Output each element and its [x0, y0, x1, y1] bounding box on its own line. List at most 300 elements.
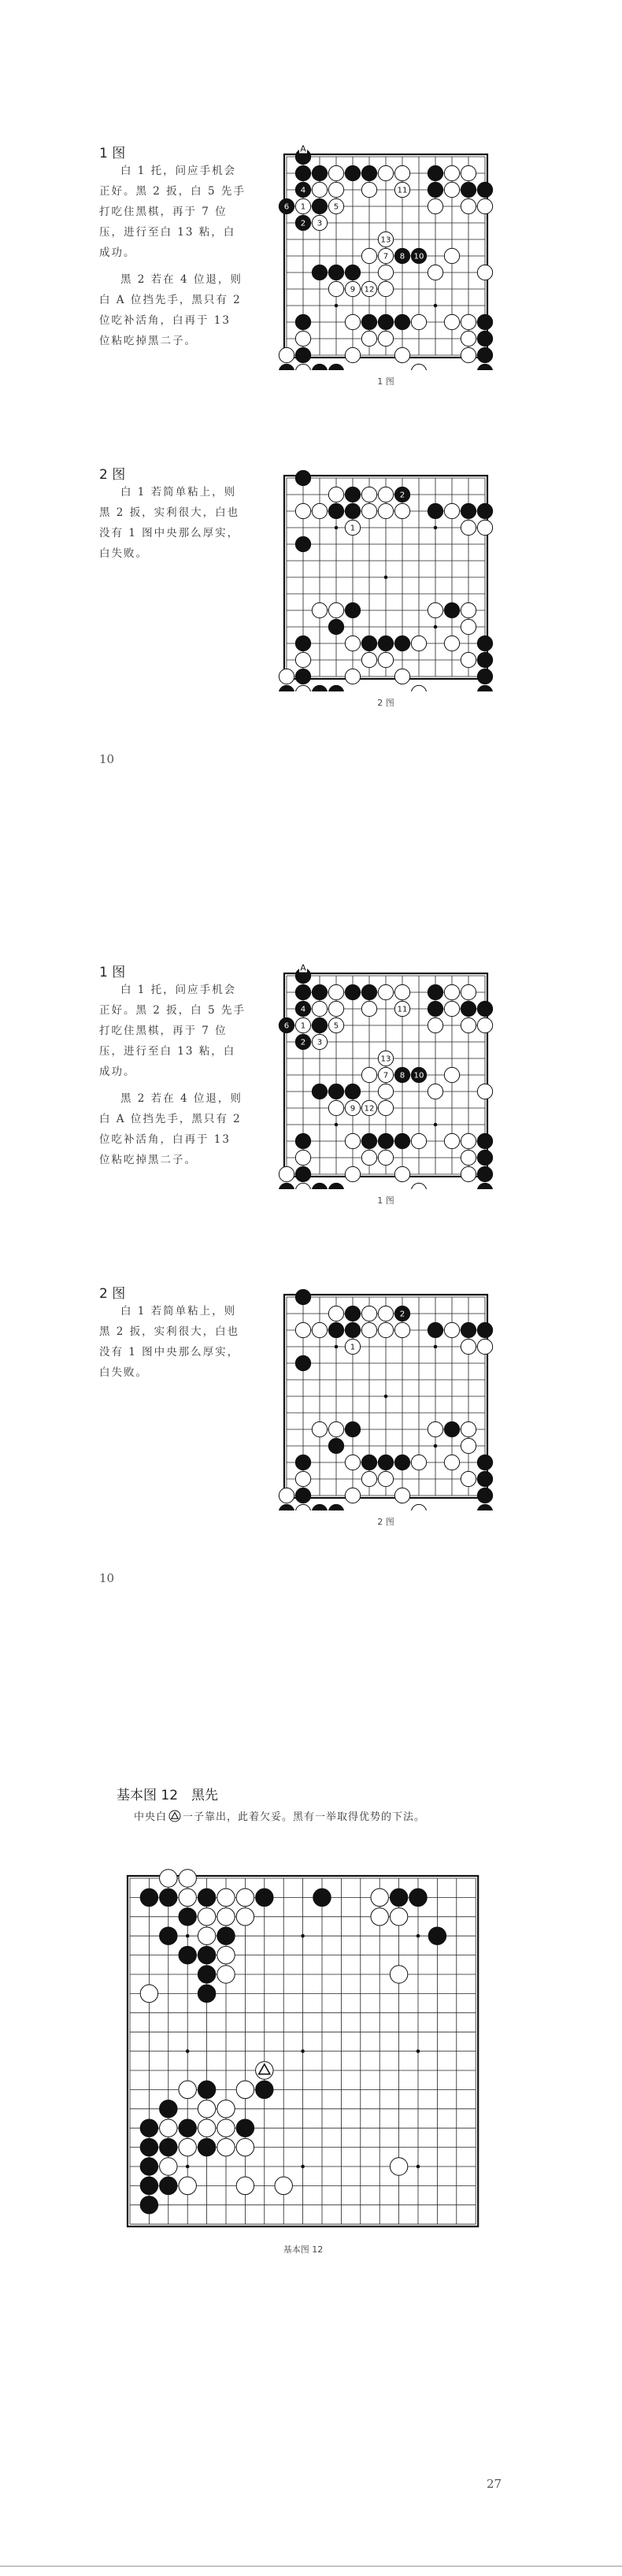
black-stone	[312, 1504, 327, 1510]
white-stone	[295, 1471, 310, 1486]
white-stone	[345, 1133, 360, 1148]
move-number: 12	[364, 1104, 375, 1114]
white-stone	[279, 669, 294, 684]
white-stone	[312, 1421, 327, 1436]
black-stone	[394, 1455, 409, 1470]
black-stone	[198, 1985, 215, 2002]
star-point	[417, 1934, 420, 1938]
white-stone	[378, 1306, 393, 1321]
move-number: 7	[383, 252, 389, 261]
white-stone	[328, 281, 343, 296]
black-stone	[140, 2119, 157, 2137]
white-stone	[328, 182, 343, 197]
page-number: 10	[99, 752, 115, 766]
fig1-text	[99, 980, 246, 1177]
white-stone	[160, 2119, 177, 2137]
move-number: 1	[350, 524, 356, 533]
white-stone	[312, 503, 327, 518]
white-stone	[428, 198, 442, 213]
white-stone	[198, 2119, 215, 2137]
fig2-paragraph: 白 1 若简单粘上，则黑 2 扳，实利很大，白也没有 1 图中央那么厚实，白失败。	[99, 1305, 240, 1379]
fig1-text	[99, 161, 246, 358]
black-stone	[409, 1888, 427, 1906]
black-stone	[428, 503, 442, 518]
move-number: 1	[300, 1021, 306, 1031]
white-stone	[390, 1966, 407, 1983]
black-stone	[345, 602, 360, 617]
black-stone	[477, 1133, 492, 1148]
white-stone	[394, 984, 409, 999]
black-stone	[279, 685, 294, 691]
black-stone	[313, 1888, 331, 1906]
white-stone	[477, 198, 492, 213]
white-stone	[411, 314, 426, 329]
white-stone	[361, 1001, 376, 1016]
black-stone	[345, 1421, 360, 1436]
black-stone	[390, 1888, 407, 1906]
white-stone	[179, 2081, 196, 2098]
black-stone	[477, 1455, 492, 1470]
black-stone	[328, 1183, 343, 1189]
white-stone	[279, 347, 294, 362]
move-number: 3	[317, 219, 323, 228]
move-number: 8	[399, 252, 405, 261]
move-number: 5	[333, 1021, 339, 1031]
white-stone	[444, 248, 459, 263]
black-stone	[295, 1133, 310, 1148]
black-stone	[256, 2081, 273, 2098]
move-number: 11	[397, 186, 408, 195]
white-stone	[378, 652, 393, 667]
desc-suffix: 一子靠出，此着欠妥。黑有一举取得优势的下法。	[183, 1811, 426, 1823]
page-number: 10	[99, 1571, 115, 1585]
black-stone	[312, 165, 327, 180]
white-stone	[378, 281, 393, 296]
black-stone	[279, 1183, 294, 1189]
white-stone	[345, 636, 360, 650]
move-number: 12	[364, 285, 375, 295]
black-stone	[312, 1084, 327, 1099]
white-stone	[390, 2158, 407, 2175]
star-point	[301, 2049, 305, 2053]
white-stone	[279, 1488, 294, 1503]
white-stone	[444, 1455, 459, 1470]
black-stone	[477, 1001, 492, 1016]
black-stone	[477, 1150, 492, 1165]
move-number: 2	[399, 1310, 405, 1319]
star-point	[384, 1395, 388, 1399]
white-stone	[198, 1908, 215, 1926]
fig2-heading: 2 图	[99, 467, 126, 483]
black-stone	[140, 2138, 157, 2155]
black-stone	[312, 984, 327, 999]
white-stone	[140, 1985, 157, 2002]
black-stone	[361, 165, 376, 180]
black-stone	[198, 2081, 215, 2098]
basic12-title: 基本图 12 黑先	[117, 1788, 219, 1803]
white-stone	[236, 1908, 254, 1926]
black-stone	[295, 636, 310, 650]
fig1-heading: 1 图	[99, 965, 126, 980]
star-point	[434, 625, 438, 629]
white-stone	[295, 1504, 310, 1510]
basic12-description	[134, 1808, 425, 1823]
white-stone	[461, 165, 476, 180]
black-stone	[295, 1488, 310, 1503]
white-stone	[461, 1438, 476, 1453]
white-stone	[295, 1322, 310, 1337]
page-number: 27	[487, 2477, 502, 2491]
white-stone	[394, 669, 409, 684]
white-stone	[461, 652, 476, 667]
white-stone	[198, 2100, 215, 2118]
star-point	[186, 1934, 190, 1938]
white-stone	[217, 1888, 235, 1906]
fig1-paragraph-2: 黑 2 若在 4 位退，则白 A 位挡先手，黑只有 2 位吃补活角，白再于 13 位粘吃掉黑二子。	[99, 273, 243, 347]
star-point	[335, 1345, 339, 1349]
fig2-caption: 2 图	[377, 1517, 394, 1527]
white-stone	[378, 331, 393, 346]
move-number: 13	[380, 1054, 391, 1064]
basic12-caption: 基本图 12	[283, 2244, 324, 2255]
black-stone	[295, 165, 310, 180]
move-number: 2	[300, 1038, 306, 1047]
move-number: 4	[300, 186, 306, 195]
fig1-heading: 1 图	[99, 146, 126, 161]
white-stone	[411, 1455, 426, 1470]
white-stone	[444, 984, 459, 999]
move-number: 6	[283, 1021, 290, 1031]
black-stone	[461, 182, 476, 197]
black-stone	[256, 1888, 273, 1906]
black-stone	[295, 984, 310, 999]
white-stone	[428, 602, 442, 617]
black-stone	[328, 619, 343, 634]
white-stone	[444, 182, 459, 197]
white-triangle-stone-icon	[168, 1810, 181, 1822]
black-stone	[328, 1322, 343, 1337]
black-stone	[140, 2177, 157, 2194]
white-stone	[378, 487, 393, 502]
black-stone	[394, 1133, 409, 1148]
move-number: 7	[383, 1071, 389, 1080]
white-stone	[361, 1150, 376, 1165]
black-stone	[312, 1183, 327, 1189]
white-stone	[461, 619, 476, 634]
white-stone	[378, 1084, 393, 1099]
black-stone	[477, 652, 492, 667]
black-stone	[198, 1888, 215, 1906]
white-stone	[361, 1471, 376, 1486]
black-stone	[179, 2119, 196, 2137]
white-stone	[295, 1183, 310, 1189]
white-stone	[428, 1084, 442, 1099]
white-stone	[371, 1908, 388, 1926]
black-stone	[279, 1504, 294, 1510]
black-stone	[160, 2100, 177, 2118]
fig2-paragraph: 白 1 若简单粘上，则黑 2 扳，实利很大，白也没有 1 图中央那么厚实，白失败。	[99, 486, 240, 560]
move-number: 8	[399, 1071, 405, 1080]
white-stone	[444, 636, 459, 650]
go-board-basic12	[118, 1866, 488, 2237]
black-stone	[328, 1438, 343, 1453]
black-stone	[428, 1322, 442, 1337]
white-stone	[477, 1339, 492, 1354]
black-stone	[461, 1001, 476, 1016]
black-stone	[295, 1166, 310, 1181]
white-stone	[236, 2177, 254, 2194]
white-stone	[378, 1150, 393, 1165]
white-stone	[461, 1017, 476, 1032]
black-stone	[394, 636, 409, 650]
white-stone	[477, 1017, 492, 1032]
black-stone	[428, 182, 442, 197]
black-stone	[236, 2119, 254, 2137]
fig1-paragraph-1: 白 1 托，问应手机会正好。黑 2 扳，白 5 先手打吃住黑棋，再于 7 位压，进行至白 13 粘，白成功。	[99, 165, 246, 259]
black-stone	[328, 685, 343, 691]
white-stone	[461, 331, 476, 346]
fig2-text	[99, 1301, 246, 1389]
white-stone	[328, 1001, 343, 1016]
white-stone	[411, 1133, 426, 1148]
white-stone	[279, 1166, 294, 1181]
move-number: 1	[300, 202, 306, 212]
black-stone	[140, 1888, 157, 1906]
black-stone	[477, 685, 492, 691]
black-stone	[328, 503, 343, 518]
move-number: 3	[317, 1038, 323, 1047]
white-stone	[295, 1150, 310, 1165]
white-stone	[461, 1150, 476, 1165]
white-stone	[378, 1471, 393, 1486]
star-point	[335, 1123, 339, 1127]
black-stone	[428, 1001, 442, 1016]
black-stone	[428, 984, 442, 999]
black-stone	[378, 636, 393, 650]
star-point	[434, 1123, 438, 1127]
star-point	[434, 1345, 438, 1349]
black-stone	[477, 1322, 492, 1337]
white-stone	[160, 1870, 177, 1887]
bottom-rule	[0, 2566, 622, 2567]
white-stone	[461, 1421, 476, 1436]
black-stone	[295, 1355, 310, 1370]
go-board-fig1	[272, 961, 500, 1189]
black-stone	[217, 1927, 235, 1944]
star-point	[434, 526, 438, 530]
white-stone	[444, 1001, 459, 1016]
move-number: 10	[413, 1071, 424, 1080]
white-stone	[179, 1888, 196, 1906]
white-stone	[295, 503, 310, 518]
black-stone	[312, 1017, 327, 1032]
white-stone	[444, 1133, 459, 1148]
white-stone	[444, 503, 459, 518]
white-stone	[361, 1067, 376, 1082]
white-stone	[236, 1888, 254, 1906]
move-number: 13	[380, 235, 391, 245]
white-stone	[160, 2158, 177, 2175]
black-stone	[477, 669, 492, 684]
white-stone	[477, 520, 492, 535]
black-stone	[328, 1084, 343, 1099]
black-stone	[361, 636, 376, 650]
star-point	[335, 526, 339, 530]
move-number: 10	[413, 252, 424, 261]
star-point	[335, 304, 339, 308]
white-stone	[275, 2177, 292, 2194]
white-stone	[328, 984, 343, 999]
black-stone	[361, 984, 376, 999]
star-point	[417, 2165, 420, 2169]
white-stone	[345, 347, 360, 362]
black-stone	[477, 503, 492, 518]
black-stone	[279, 364, 294, 370]
go-board-fig1	[272, 142, 500, 370]
black-stone	[198, 1966, 215, 1983]
white-stone	[461, 984, 476, 999]
white-stone	[361, 182, 376, 197]
white-stone	[378, 984, 393, 999]
white-stone	[411, 1183, 426, 1189]
black-stone	[428, 1927, 446, 1944]
black-stone	[198, 2138, 215, 2155]
black-stone	[345, 487, 360, 502]
black-stone	[444, 602, 459, 617]
white-stone	[461, 520, 476, 535]
black-stone	[140, 2158, 157, 2175]
black-stone	[312, 685, 327, 691]
white-stone	[295, 652, 310, 667]
black-stone	[295, 536, 310, 551]
white-stone	[328, 1421, 343, 1436]
white-stone	[217, 2138, 235, 2155]
black-stone	[378, 1455, 393, 1470]
white-stone	[361, 331, 376, 346]
white-stone	[345, 1488, 360, 1503]
black-stone	[295, 669, 310, 684]
white-stone	[361, 487, 376, 502]
white-stone	[378, 165, 393, 180]
white-stone	[428, 1017, 442, 1032]
black-stone	[160, 2177, 177, 2194]
white-stone	[371, 1888, 388, 1906]
black-stone	[140, 2196, 157, 2214]
black-stone	[477, 1183, 492, 1189]
black-stone	[477, 347, 492, 362]
point-mark-a: A	[300, 962, 306, 973]
white-stone	[411, 364, 426, 370]
black-stone	[461, 1322, 476, 1337]
fig1-caption: 1 图	[377, 1195, 394, 1206]
white-stone	[428, 265, 442, 280]
go-board-fig2	[272, 1282, 500, 1510]
white-stone	[394, 165, 409, 180]
black-stone	[345, 503, 360, 518]
fig1-paragraph-1: 白 1 托，问应手机会正好。黑 2 扳，白 5 先手打吃住黑棋，再于 7 位压，进行至白 13 粘，白成功。	[99, 984, 246, 1078]
black-stone	[295, 314, 310, 329]
white-stone	[328, 602, 343, 617]
white-stone	[179, 2177, 196, 2194]
white-stone	[394, 1166, 409, 1181]
white-stone	[461, 602, 476, 617]
black-stone	[477, 314, 492, 329]
white-stone	[295, 331, 310, 346]
black-stone	[345, 984, 360, 999]
black-stone	[179, 1946, 196, 1963]
move-number: 2	[399, 491, 405, 500]
white-stone	[444, 1322, 459, 1337]
white-stone	[179, 1870, 196, 1887]
black-stone	[477, 1166, 492, 1181]
point-mark-a: A	[300, 143, 306, 154]
white-stone	[378, 1100, 393, 1115]
white-stone	[217, 1966, 235, 1983]
white-stone	[217, 2100, 235, 2118]
white-stone	[198, 1927, 215, 1944]
black-stone	[160, 1888, 177, 1906]
white-stone	[394, 1488, 409, 1503]
black-stone	[444, 1421, 459, 1436]
fig1-caption: 1 图	[377, 376, 394, 387]
white-stone	[361, 1322, 376, 1337]
black-stone	[477, 182, 492, 197]
star-point	[301, 2165, 305, 2169]
star-point	[434, 304, 438, 308]
black-stone	[361, 1133, 376, 1148]
white-stone	[428, 1421, 442, 1436]
white-stone	[361, 652, 376, 667]
fig2-text	[99, 482, 246, 570]
black-stone	[345, 265, 360, 280]
move-number: 1	[350, 1343, 356, 1352]
white-stone	[477, 1084, 492, 1099]
white-stone	[328, 1100, 343, 1115]
black-stone	[477, 1488, 492, 1503]
black-stone	[345, 1084, 360, 1099]
move-number: 2	[300, 219, 306, 228]
black-stone	[328, 1504, 343, 1510]
white-stone	[312, 1322, 327, 1337]
black-stone	[295, 470, 310, 485]
black-stone	[428, 165, 442, 180]
white-stone	[411, 685, 426, 691]
star-point	[384, 576, 388, 580]
white-stone	[328, 165, 343, 180]
white-stone	[361, 1306, 376, 1321]
fig2-caption: 2 图	[377, 698, 394, 708]
black-stone	[477, 636, 492, 650]
black-stone	[312, 364, 327, 370]
go-board-fig2	[272, 463, 500, 691]
black-stone	[328, 265, 343, 280]
black-stone	[295, 347, 310, 362]
star-point	[186, 2049, 190, 2053]
black-stone	[378, 314, 393, 329]
move-number: 9	[350, 1104, 356, 1114]
white-stone	[345, 1455, 360, 1470]
white-stone	[461, 1339, 476, 1354]
white-stone	[461, 198, 476, 213]
white-stone	[295, 685, 310, 691]
white-stone	[394, 503, 409, 518]
black-stone	[179, 1908, 196, 1926]
black-stone	[160, 1927, 177, 1944]
black-stone	[477, 1471, 492, 1486]
white-stone	[345, 1166, 360, 1181]
move-number: 5	[333, 202, 339, 212]
black-stone	[345, 165, 360, 180]
